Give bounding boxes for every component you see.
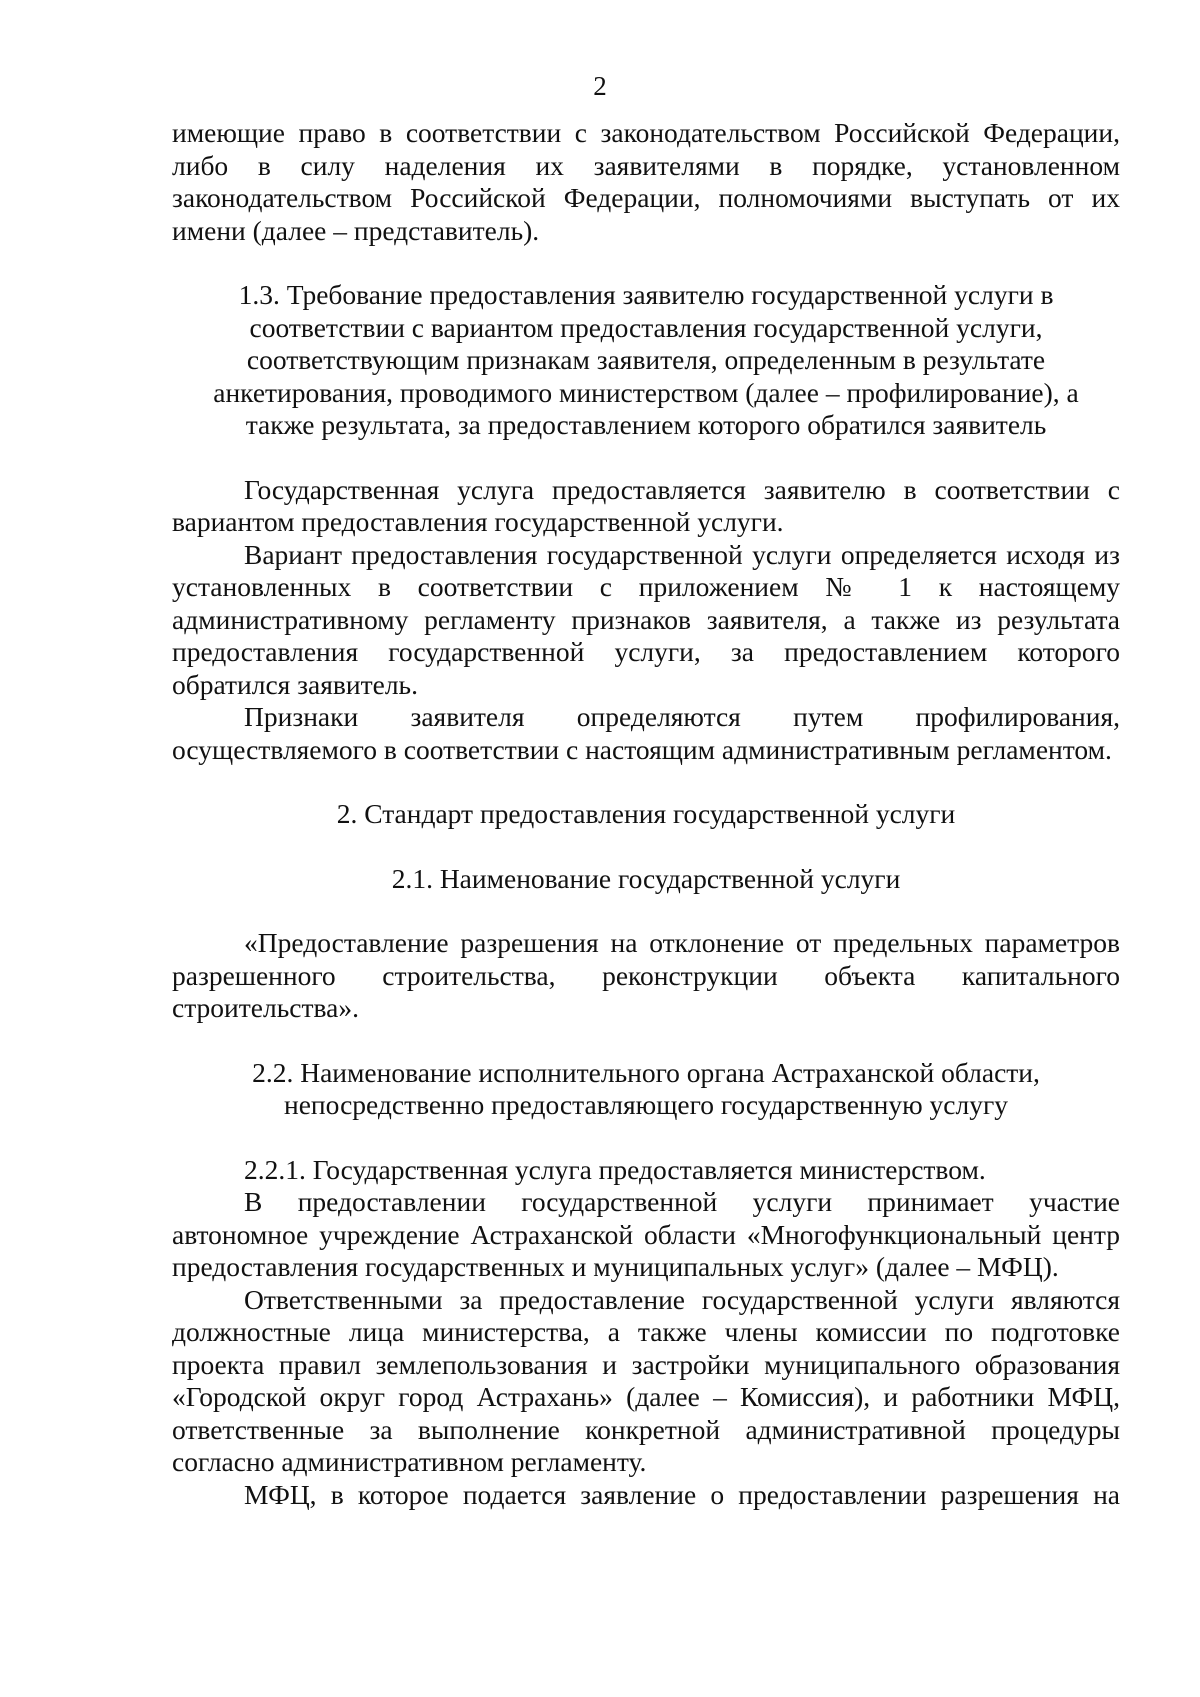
page-number: 2 — [593, 71, 607, 101]
paragraph-service-variant: Государственная услуга предоставляется заявителю в соответствии с вариантом предоставления государственной услуги. — [172, 473, 1120, 537]
paragraph-mfc-participation: В предоставлении государственной услуги принимает участие автономное учреждение Астраханской области «Многофункциональный центр предоставления государственных и муниципальных услуг» (далее – МФЦ). — [172, 1186, 1120, 1282]
paragraph-2-2-1: 2.2.1. Государственная услуга предоставляется министерством. — [244, 1153, 986, 1185]
paragraph-mfc-application: МФЦ, в которое подается заявление о предоставлении разрешения на — [244, 1478, 1120, 1510]
paragraph-service-name: «Предоставление разрешения на отклонение от предельных параметров разрешенного строительства, реконструкции объекта капитального строительства». — [172, 927, 1120, 1023]
paragraph-representative: имеющие право в соответствии с законодательством Российской Федерации, либо в силу наделения их заявителями в порядке, установленном законодательством Российской Федерации, полномочиями выступать от их имени (далее – представитель). — [172, 117, 1120, 246]
section-heading-2-2: 2.2. Наименование исполнительного органа Астраханской области, непосредственно предоставляющего государственную услугу — [252, 1056, 1040, 1120]
section-heading-2-1: 2.1. Наименование государственной услуги — [391, 862, 901, 894]
paragraph-responsible-persons: Ответственными за предоставление государственной услуги являются должностные лица министерства, а также члены комиссии по подготовке проекта правил землепользования и застройки муниципального образования «Городской округ город Астрахань» (далее – Комиссия), и работники МФЦ, ответственные за выполнение конкретной административной процедуры согласно административном регламенту. — [172, 1283, 1120, 1477]
paragraph-variant-determination: Вариант предоставления государственной услуги определяется исходя из установленных в соответствии с приложением № 1 к настоящему административному регламенту признаков заявителя, а также из результата предоставления государственной услуги, за предоставлением которого обратился заявитель. — [172, 538, 1120, 700]
paragraph-applicant-features: Признаки заявителя определяются путем профилирования, осуществляемого в соответствии с настоящим административным регламентом. — [172, 701, 1120, 765]
section-heading-1-3: 1.3. Требование предоставления заявителю государственной услуги в соответствии с вариантом предоставления государственной услуги, соответствующим признакам заявителя, определенным в результате анкетирования, проводимого министерством (далее – профилирование), а также результата, за предоставлением которого обратился заявитель — [213, 279, 1079, 440]
section-heading-2: 2. Стандарт предоставления государственной услуги — [336, 798, 956, 829]
document-body — [172, 117, 1120, 1511]
